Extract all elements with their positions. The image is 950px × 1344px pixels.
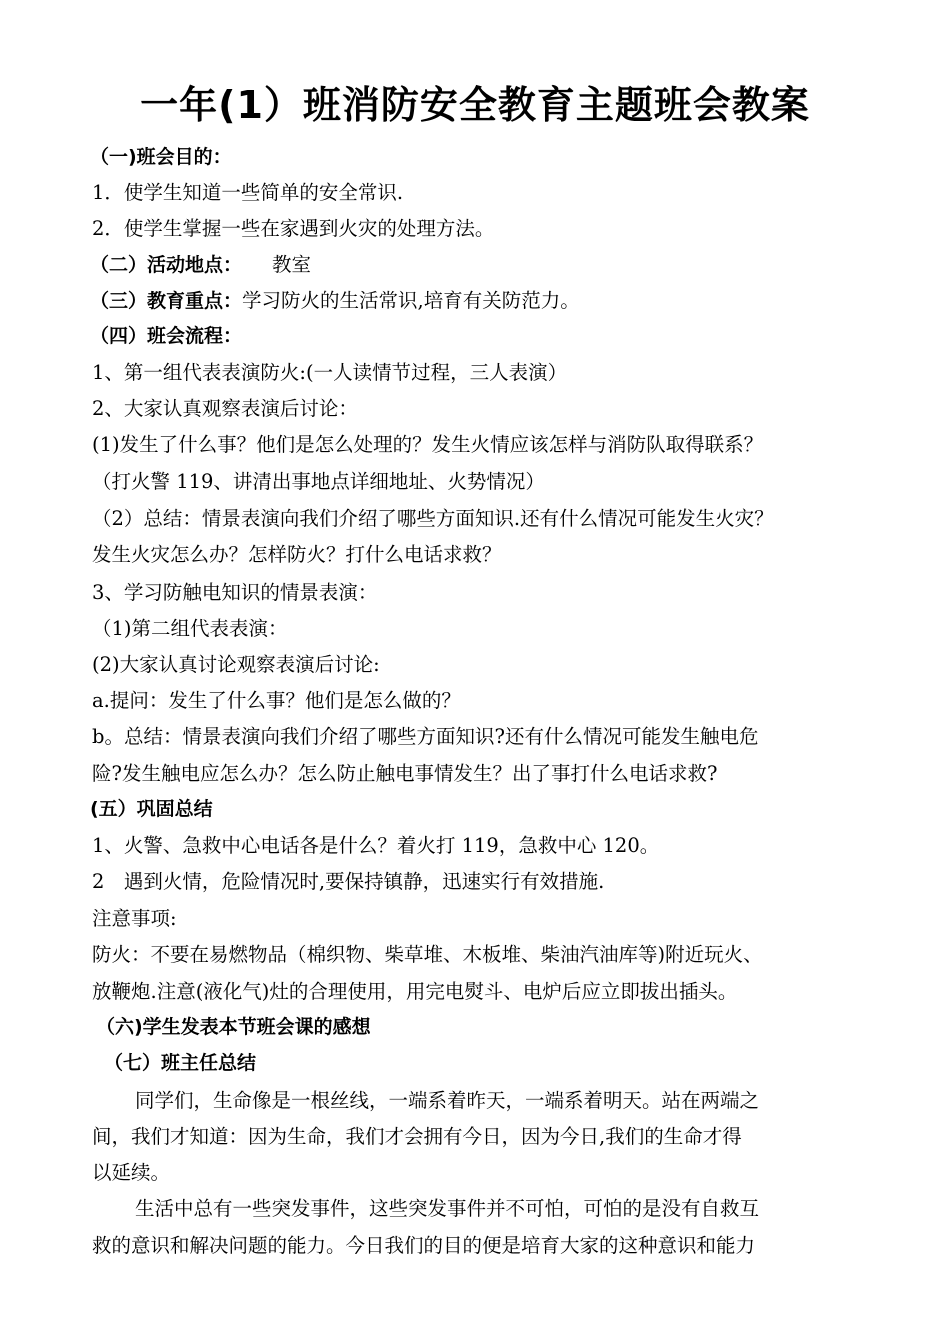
section-heading-purpose: （一)班会目的： bbox=[90, 146, 232, 168]
summary-line: 注意事项: bbox=[92, 907, 177, 930]
process-line: (2)大家认真讨论观察表演后讨论: bbox=[92, 653, 380, 676]
summary-line: 2 遇到火情，危险情况时,要保持镇静，迅速实行有效措施. bbox=[92, 870, 605, 893]
summary-line: 防火：不要在易燃物品（棉织物、柴草堆、木板堆、柴油汽油库等)附近玩火、 bbox=[92, 943, 763, 966]
focus-value: 学习防火的生活常识,培育有关防范力。 bbox=[242, 289, 580, 312]
process-line: （打火警 119、讲清出事地点详细地址、火势情况） bbox=[92, 470, 545, 493]
section-heading-process: （四）班会流程： bbox=[90, 325, 243, 347]
summary-line: 放鞭炮.注意(液化气)灶的合理使用，用完电熨斗、电炉后应立即拔出插头。 bbox=[92, 980, 738, 1003]
purpose-item-1: 1．使学生知道一些简单的安全常识. bbox=[92, 181, 404, 204]
focus-row bbox=[90, 291, 580, 311]
teacher-paragraph-line: 以延续。 bbox=[92, 1161, 171, 1184]
focus-label: （三）教育重点： bbox=[90, 290, 243, 312]
process-line: 发生火灾怎么办？怎样防火？打什么电话求救？ bbox=[92, 543, 502, 566]
teacher-paragraph-line: 救的意识和解决问题的能力。今日我们的目的便是培育大家的这种意识和能力 bbox=[92, 1234, 756, 1257]
teacher-paragraph-line: 生活中总有一些突发事件，这些突发事件并不可怕，可怕的是没有自救互 bbox=[135, 1197, 760, 1220]
section-heading-summary: (五）巩固总结 bbox=[90, 798, 213, 820]
location-label: （二）活动地点： bbox=[90, 254, 243, 276]
process-line: 1、第一组代表表演防火:(一人读情节过程，三人表演） bbox=[92, 361, 568, 384]
section-heading-teacher-summary: （七）班主任总结 bbox=[104, 1052, 257, 1074]
process-line: （1)第二组代表表演： bbox=[92, 617, 288, 640]
process-line: a.提问：发生了什么事？他们是怎么做的？ bbox=[92, 689, 461, 712]
process-line: 2、大家认真观察表演后讨论： bbox=[92, 397, 358, 420]
section-heading-reflections: （六)学生发表本节班会课的感想 bbox=[96, 1016, 371, 1038]
process-line: 3、学习防触电知识的情景表演： bbox=[92, 581, 378, 604]
process-line: （2）总结：情景表演向我们介绍了哪些方面知识.还有什么情况可能发生火灾？ bbox=[92, 507, 774, 530]
document-title: 一年(1）班消防安全教育主题班会教案 bbox=[140, 83, 810, 127]
location-value: 教室 bbox=[272, 253, 312, 276]
process-line: 险?发生触电应怎么办？怎么防止触电事情发生？出了事打什么电话求救? bbox=[92, 762, 718, 785]
process-line: (1)发生了什么事？他们是怎么处理的？发生火情应该怎样与消防队取得联系？ bbox=[92, 433, 764, 456]
teacher-paragraph-line: 间，我们才知道：因为生命，我们才会拥有今日，因为今日,我们的生命才得 bbox=[92, 1125, 742, 1148]
process-line: b。总结：情景表演向我们介绍了哪些方面知识?还有什么情况可能发生触电危 bbox=[92, 725, 759, 748]
location-row bbox=[90, 255, 311, 275]
summary-line: 1、火警、急救中心电话各是什么？着火打 119，急救中心 120。 bbox=[92, 834, 660, 857]
teacher-paragraph-line: 同学们，生命像是一根丝线，一端系着昨天，一端系着明天。站在两端之 bbox=[135, 1089, 760, 1112]
purpose-item-2: 2．使学生掌握一些在家遇到火灾的处理方法。 bbox=[92, 217, 495, 240]
